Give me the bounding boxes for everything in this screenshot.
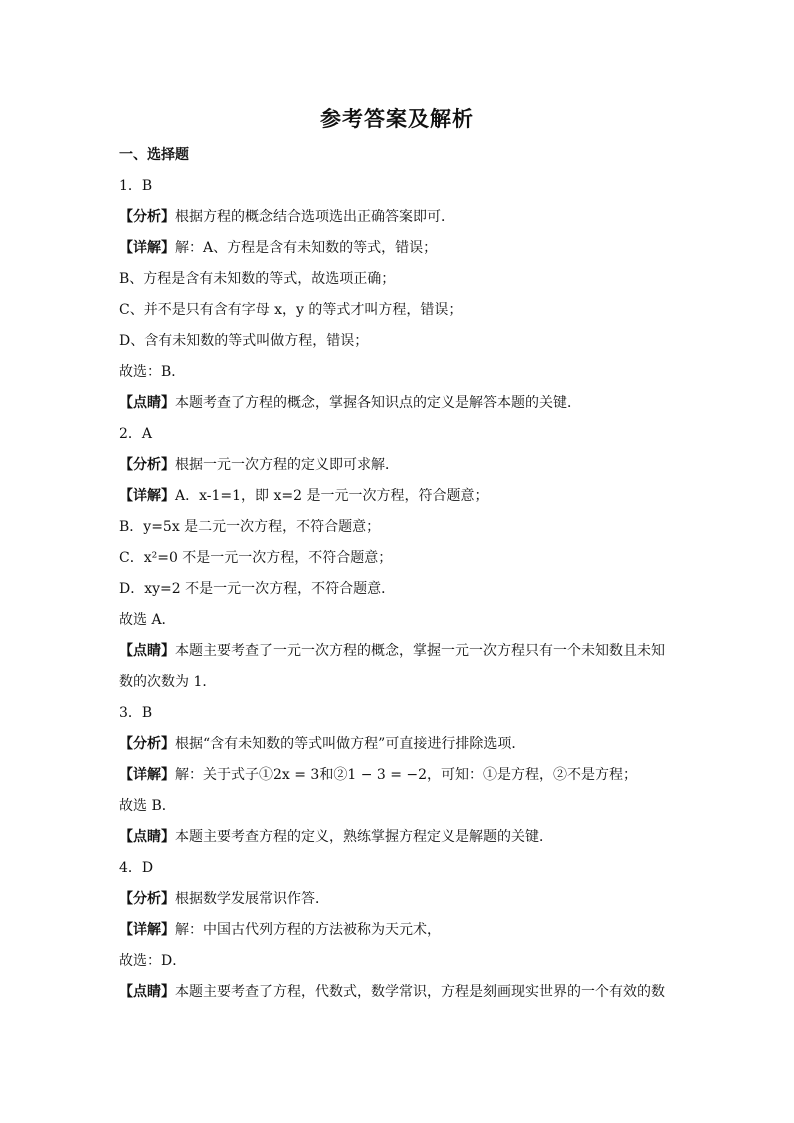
line-text: 本题考查了方程的概念，掌握各知识点的定义是解答本题的关键． (175, 395, 581, 411)
line-text: 故选：D． (119, 953, 187, 969)
text-line (119, 760, 679, 791)
text-line (119, 574, 679, 605)
text-line (119, 419, 679, 450)
text-line (119, 295, 679, 326)
line-text: C、并不是只有含有字母 x，y 的等式才叫方程，错误； (119, 302, 463, 318)
line-tag: 【点睛】 (119, 643, 175, 659)
text-line (119, 233, 679, 264)
line-tag: 【详解】 (119, 240, 175, 256)
line-text: 解：A、方程是含有未知数的等式，错误； (175, 240, 438, 256)
text-line (119, 543, 679, 574)
text-line (119, 357, 679, 388)
text-line (119, 946, 679, 977)
line-text: 根据“含有未知数的等式叫做方程”可直接进行排除选项． (175, 736, 526, 752)
line-text: 2．A (119, 426, 153, 442)
answer-body (119, 140, 679, 1008)
line-text: 本题主要考查了方程，代数式，数学常识，方程是刻画现实世界的一个有效的数 (175, 984, 665, 1000)
line-tag: 【分析】 (119, 457, 175, 473)
line-text: D．xy=2 不是一元一次方程，不符合题意． (119, 581, 396, 597)
section-heading (119, 140, 679, 171)
text-line (119, 667, 679, 698)
text-line (119, 822, 679, 853)
line-text: 故选：B． (119, 364, 186, 380)
line-text: 根据一元一次方程的定义即可求解． (175, 457, 399, 473)
text-line (119, 388, 679, 419)
line-text: B．y=5x 是二元一次方程，不符合题意； (119, 519, 381, 535)
line-tag: 【分析】 (119, 891, 175, 907)
text-line (119, 512, 679, 543)
line-text: C．x²=0 不是一元一次方程，不符合题意； (119, 550, 393, 566)
line-text: 数的次数为 1． (119, 674, 217, 690)
text-line (119, 729, 679, 760)
line-tag: 【分析】 (119, 209, 175, 225)
text-line (119, 450, 679, 481)
page-title: 参考答案及解析 (320, 106, 474, 131)
line-tag: 【详解】 (119, 488, 175, 504)
line-text: 解：中国古代列方程的方法被称为天元术， (175, 922, 441, 938)
line-text: A．x-1=1，即 x=2 是一元一次方程，符合题意； (175, 488, 489, 504)
line-text: 一、选择题 (119, 147, 189, 163)
line-text: D、含有未知数的等式叫做方程，错误； (119, 333, 369, 349)
line-text: 本题主要考查方程的定义，熟练掌握方程定义是解题的关键． (175, 829, 553, 845)
line-text: 根据方程的概念结合选项选出正确答案即可． (175, 209, 455, 225)
line-text: 故选 B． (119, 798, 176, 814)
text-line (119, 202, 679, 233)
text-line (119, 853, 679, 884)
text-line (119, 264, 679, 295)
line-text: B、方程是含有未知数的等式，故选项正确； (119, 271, 396, 287)
line-text: 根据数学发展常识作答． (175, 891, 329, 907)
text-line (119, 481, 679, 512)
line-tag: 【分析】 (119, 736, 175, 752)
line-text: 本题主要考查了一元一次方程的概念，掌握一元一次方程只有一个未知数且未知 (175, 643, 665, 659)
line-text: 故选 A． (119, 612, 176, 628)
text-line (119, 636, 679, 667)
text-line (119, 605, 679, 636)
line-tag: 【详解】 (119, 922, 175, 938)
text-line (119, 915, 679, 946)
line-text: 1．B (119, 178, 153, 194)
text-line (119, 977, 679, 1008)
line-tag: 【点睛】 (119, 829, 175, 845)
line-tag: 【点睛】 (119, 395, 175, 411)
line-text: 3．B (119, 705, 153, 721)
text-line (119, 326, 679, 357)
line-text: 4．D (119, 860, 154, 876)
line-text: 解：关于式子①2x = 3和②1 − 3 = −2，可知：①是方程，②不是方程； (175, 767, 638, 783)
text-line (119, 171, 679, 202)
line-tag: 【详解】 (119, 767, 175, 783)
text-line (119, 791, 679, 822)
text-line (119, 698, 679, 729)
text-line (119, 884, 679, 915)
line-tag: 【点睛】 (119, 984, 175, 1000)
